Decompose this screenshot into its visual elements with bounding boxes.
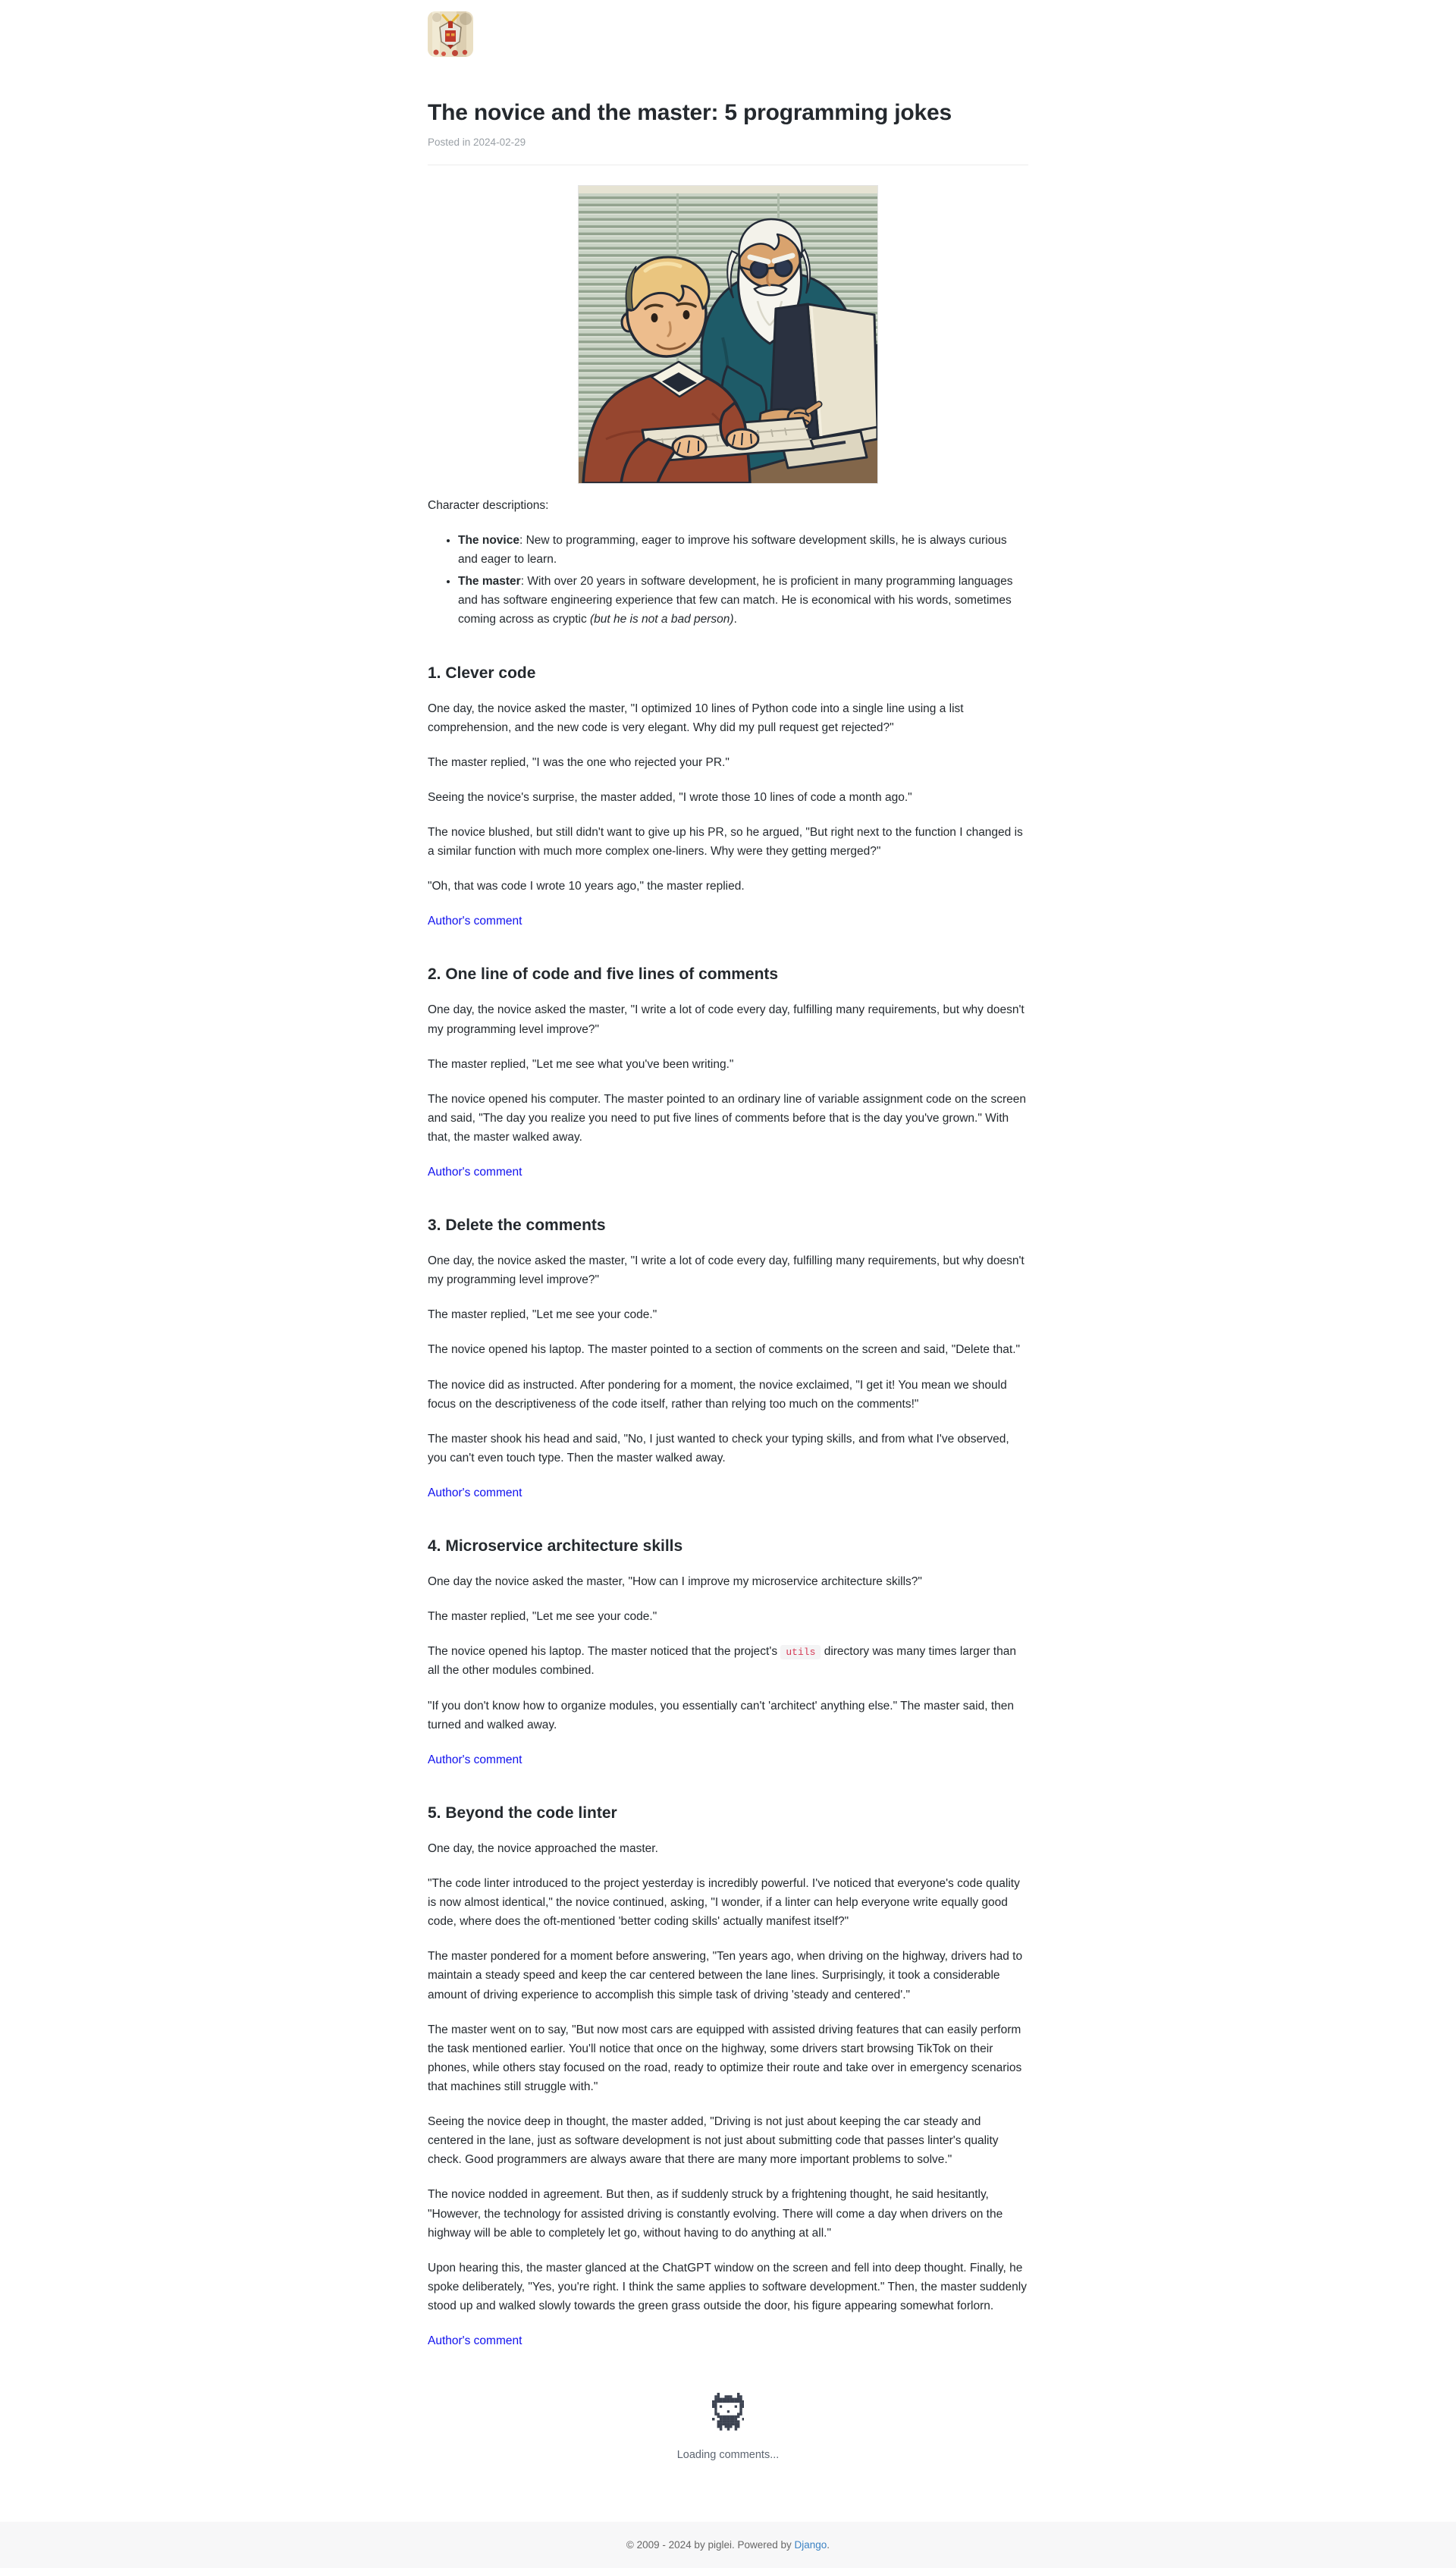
django-link[interactable]: Django [794,2539,827,2551]
section-heading: 4. Microservice architecture skills [428,1537,683,1556]
site-footer [0,2522,1456,2568]
site-header [428,0,1028,57]
inline-code: utils [780,1645,821,1659]
character-list-item: • The master: With over 20 years in software development, he is proficient in many programming languages and has software engineering experience that few can match. He is economical with his words, sometimes coming across as cryptic (but he is not a bad person). [458,572,1028,629]
footer-period: . [827,2539,830,2551]
paragraph: The master shook his head and said, "No, I just wanted to check your typing skills, and from what I've observed, you can't even touch type. Then the master walked away. [428,1432,1009,1465]
paragraph: Seeing the novice deep in thought, the master added, "Driving is not just about keeping the car steady and centered in the lane, just as software development is not just about submitting code that passes linter's quality check. Good programmers are always aware that there are many more important problems to solve." [428,2115,999,2167]
authors-comment-link[interactable]: Author's comment [428,1753,522,1766]
post-title: The novice and the master: 5 programming jokes [428,100,952,125]
post-section [428,965,1028,1182]
paragraph: "If you don't know how to organize modules, you essentially can't 'architect' anything else." The master said, then turned and walked away. [428,1699,1015,1731]
paragraph: The master replied, "I was the one who rejected your PR." [428,755,730,769]
paragraph: The novice nodded in agreement. But then, as if suddenly struck by a frightening thought, he said hesitantly, "However, the technology for assisted driving is constantly evolving. There will come a day when drivers on the highway will be able to completely let go, without having to do anything at all." [428,2188,1003,2240]
comments-section [428,2393,1028,2464]
paragraph: The master replied, "Let me see your code." [428,1610,657,1624]
paragraph: One day, the novice asked the master, "I write a lot of code every day, fulfilling many requirements, but why doesn't my programming level improve?" [428,1254,1025,1287]
paragraph: The novice opened his laptop. The master pointed to a section of comments on the screen and said, "Delete that." [428,1343,1021,1357]
section-heading: 5. Beyond the code linter [428,1804,617,1822]
character-list [428,531,1028,629]
paragraph: The novice did as instructed. After pondering for a moment, the novice exclaimed, "I get it! You mean we should focus on the descriptiveness of the code itself, rather than relying too much on the comments!" [428,1378,1007,1411]
illustration-image [578,185,878,484]
authors-comment-link[interactable]: Author's comment [428,2334,522,2348]
paragraph: The master replied, "Let me see what you've been writing." [428,1057,734,1071]
section-heading: 3. Delete the comments [428,1217,606,1235]
post-date: Posted in 2024-02-29 [428,137,526,148]
paragraph: One day, the novice approached the master. [428,1841,658,1855]
paragraph: One day the novice asked the master, "How can I improve my microservice architecture skills?" [428,1575,922,1589]
page [428,0,1028,2464]
authors-comment [428,912,1028,931]
post-article [428,99,1028,2464]
post-illustration [578,185,878,484]
authors-comment-link[interactable]: Author's comment [428,915,522,928]
paragraph: "The code linter introduced to the project yesterday is incredibly powerful. I've noticed that everyone's code quality is now almost identical," the novice continued, asking, "I wonder, if a linter can help everyone write equally good code, where does the oft-mentioned 'better coding skills' actually manifest itself?" [428,1877,1020,1929]
site-logo[interactable] [428,11,473,57]
paragraph: "Oh, that was code I wrote 10 years ago," the master replied. [428,880,745,893]
paragraph: Upon hearing this, the master glanced at the ChatGPT window on the screen and fell into deep thought. Finally, he spoke deliberately, "Yes, you're right. I think the same applies to software development." Then, the master suddenly stood up and walked slowly towards the green grass outside the door, his figure appearing somewhat forlorn. [428,2261,1027,2312]
authors-comment-link[interactable]: Author's comment [428,1486,522,1500]
post-section [428,1537,1028,1769]
authors-comment-link[interactable]: Author's comment [428,1166,522,1179]
authors-comment [428,1750,1028,1769]
paragraph: The master went on to say, "But now most cars are equipped with assisted driving features that can easily perform the task mentioned earlier. You'll notice that once on the highway, some drivers start browsing TikTok on their phones, while others stay focused on the road, ready to optimize their route and take over in emergency scenarios that machines still struggle with." [428,2023,1022,2093]
site-logo-image [428,11,473,57]
paragraph: Seeing the novice's surprise, the master added, "I wrote those 10 lines of code a month ago." [428,790,912,804]
authors-comment [428,1483,1028,1502]
pixel-cat-icon [712,2393,745,2435]
character-list-item: • The novice: New to programming, eager to improve his software development skills, he is always curious and eager to learn. [458,531,1028,569]
character-descriptions-label: Character descriptions: [428,498,549,512]
paragraph: One day, the novice asked the master, "I write a lot of code every day, fulfilling many requirements, but why doesn't my programming level improve?" [428,1003,1025,1036]
section-heading: 1. Clever code [428,664,536,682]
paragraph: The master replied, "Let me see your code." [428,1308,657,1322]
authors-comment [428,2331,1028,2350]
paragraph: The novice blushed, but still didn't want to give up his PR, so he argued, "But right next to the function I changed is a similar function with much more complex one-liners. Why were they getting merged?" [428,825,1023,859]
paragraph: One day, the novice asked the master, "I optimized 10 lines of Python code into a single line using a list comprehension, and the new code is very elegant. Why did my pull request get rejected?" [428,702,964,734]
loading-comments-text: Loading comments... [676,2448,780,2461]
paragraph: The novice opened his laptop. The master noticed that the project's utils directory was many times larger than all the other modules combined. [428,1645,1016,1678]
authors-comment [428,1163,1028,1182]
post-section [428,1217,1028,1502]
paragraph: The novice opened his computer. The master pointed to an ordinary line of variable assignment code on the screen and said, "The day you realize you need to put five lines of comments before that is the day you've grown." With that, the master walked away. [428,1092,1026,1144]
section-heading: 2. One line of code and five lines of comments [428,965,779,984]
post-section [428,664,1028,931]
post-section [428,1804,1028,2350]
footer-copyright: © 2009 - 2024 by piglei. Powered by [626,2539,795,2551]
paragraph: The master pondered for a moment before answering, "Ten years ago, when driving on the highway, drivers had to maintain a steady speed and keep the car centered between the lane lines. Surprisingly, it took a considerable amount of driving experience to accomplish this simple task of driving 'steady and centered'." [428,1950,1023,2001]
post-sections [428,664,1028,2351]
footer-text [0,2537,1456,2554]
